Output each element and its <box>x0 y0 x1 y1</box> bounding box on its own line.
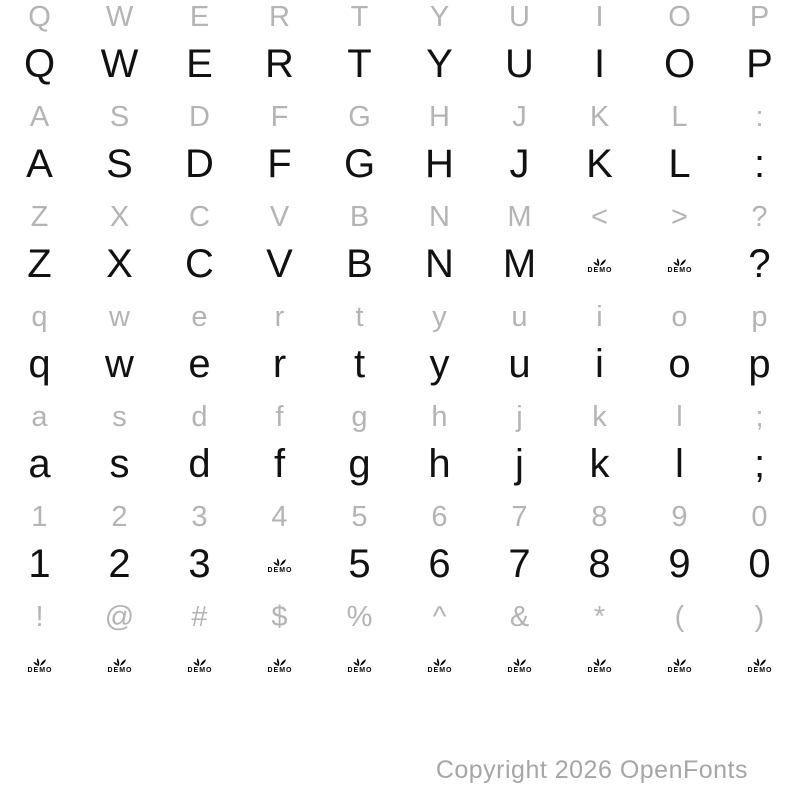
glyph-small: T <box>350 1 370 33</box>
glyph-row-uppercase-bottom <box>0 200 800 300</box>
reference-glyph-line <box>0 397 800 437</box>
glyph-large: 2 <box>108 542 132 586</box>
glyph-large: : <box>753 142 767 186</box>
glyph-small: 0 <box>751 501 769 533</box>
glyph-large: A <box>26 142 54 186</box>
glyph-large: p <box>748 342 772 386</box>
glyph-large: L <box>668 142 692 186</box>
demo-label: DEMO <box>27 667 53 674</box>
three-petal-fleuron-icon <box>590 253 610 267</box>
demo-glyph-cell <box>240 536 320 592</box>
glyph-large: S <box>106 142 134 186</box>
glyph-small: r <box>274 301 286 333</box>
reference-glyph-line <box>0 197 800 237</box>
glyph-small: Q <box>28 1 52 33</box>
glyph-large: K <box>586 142 614 186</box>
glyph-small: % <box>346 601 374 633</box>
glyph-small: > <box>671 201 689 233</box>
preview-glyph-line <box>0 36 800 92</box>
glyph-large: 7 <box>508 542 532 586</box>
glyph-small: 6 <box>431 501 449 533</box>
glyph-small: f <box>275 401 285 433</box>
glyph-small: G <box>348 101 372 133</box>
glyph-small: o <box>671 301 689 333</box>
glyph-large: i <box>595 342 605 386</box>
demo-glyph-cell <box>240 636 320 692</box>
glyph-small: p <box>751 301 769 333</box>
demo-label: DEMO <box>347 667 373 674</box>
glyph-row-digits <box>0 500 800 600</box>
glyph-small: N <box>429 201 451 233</box>
glyph-small: k <box>592 401 608 433</box>
glyph-small: P <box>749 1 771 33</box>
glyph-small: ( <box>674 601 686 633</box>
glyph-small: 4 <box>271 501 289 533</box>
glyph-small: Y <box>429 1 451 33</box>
glyph-small: ^ <box>432 601 448 633</box>
glyph-small: g <box>351 401 369 433</box>
glyph-large: j <box>515 442 525 486</box>
demo-glyph-cell <box>160 636 240 692</box>
three-petal-fleuron-icon <box>190 653 210 667</box>
glyph-large: 5 <box>348 542 372 586</box>
preview-glyph-line <box>0 236 800 292</box>
reference-glyph-line <box>0 97 800 137</box>
glyph-large: e <box>188 342 212 386</box>
glyph-small: S <box>109 101 131 133</box>
demo-label: DEMO <box>747 667 773 674</box>
glyph-large: 0 <box>748 542 772 586</box>
glyph-small: : <box>755 101 765 133</box>
glyph-small: C <box>189 201 211 233</box>
demo-label: DEMO <box>587 667 613 674</box>
three-petal-fleuron-icon <box>270 553 290 567</box>
glyph-large: 8 <box>588 542 612 586</box>
glyph-small: ! <box>35 601 45 633</box>
glyph-small: 9 <box>671 501 689 533</box>
glyph-small: e <box>191 301 209 333</box>
glyph-large: 9 <box>668 542 692 586</box>
glyph-small: B <box>349 201 371 233</box>
glyph-large: H <box>425 142 455 186</box>
preview-glyph-line <box>0 536 800 592</box>
glyph-small: q <box>31 301 49 333</box>
glyph-large: G <box>343 142 377 186</box>
glyph-large: f <box>273 442 287 486</box>
glyph-large: R <box>265 42 295 86</box>
glyph-large: F <box>267 142 293 186</box>
reference-glyph-line <box>0 597 800 637</box>
glyph-large: d <box>188 442 212 486</box>
glyph-small: i <box>596 301 604 333</box>
glyph-small: L <box>671 101 689 133</box>
preview-glyph-line <box>0 136 800 192</box>
glyph-small: ) <box>754 601 766 633</box>
glyph-large: ; <box>753 442 767 486</box>
three-petal-fleuron-icon <box>670 653 690 667</box>
glyph-row-symbols <box>0 600 800 700</box>
demo-label: DEMO <box>507 667 533 674</box>
glyph-small: W <box>105 1 135 33</box>
glyph-large: O <box>663 42 697 86</box>
glyph-small: & <box>509 601 531 633</box>
glyph-large: o <box>668 342 692 386</box>
glyph-small: M <box>507 201 533 233</box>
glyph-row-lowercase-top <box>0 300 800 400</box>
glyph-small: D <box>189 101 211 133</box>
glyph-large: q <box>28 342 52 386</box>
three-petal-fleuron-icon <box>430 653 450 667</box>
glyph-large: t <box>353 342 367 386</box>
glyph-small: 2 <box>111 501 129 533</box>
glyph-small: F <box>270 101 290 133</box>
glyph-large: ? <box>748 242 772 286</box>
glyph-large: C <box>185 242 215 286</box>
glyph-small: K <box>589 101 611 133</box>
demo-label: DEMO <box>587 267 613 274</box>
glyph-large: V <box>266 242 294 286</box>
demo-glyph-cell <box>80 636 160 692</box>
glyph-large: Y <box>426 42 454 86</box>
glyph-large: a <box>28 442 52 486</box>
glyph-row-uppercase-top <box>0 0 800 100</box>
demo-glyph-cell <box>480 636 560 692</box>
glyph-small: d <box>191 401 209 433</box>
demo-label: DEMO <box>187 667 213 674</box>
glyph-large: l <box>675 442 685 486</box>
glyph-large: s <box>109 442 131 486</box>
glyph-small: R <box>269 1 291 33</box>
glyph-small: a <box>31 401 49 433</box>
three-petal-fleuron-icon <box>590 653 610 667</box>
preview-glyph-line <box>0 636 800 692</box>
glyph-small: J <box>512 101 528 133</box>
glyph-small: V <box>269 201 291 233</box>
glyph-small: X <box>109 201 131 233</box>
glyph-large: k <box>589 442 611 486</box>
reference-glyph-line <box>0 497 800 537</box>
glyph-large: g <box>348 442 372 486</box>
preview-glyph-line <box>0 436 800 492</box>
glyph-large: E <box>186 42 214 86</box>
glyph-small: u <box>511 301 529 333</box>
glyph-large: r <box>272 342 288 386</box>
glyph-small: E <box>189 1 211 33</box>
glyph-small: # <box>191 601 209 633</box>
glyph-large: 1 <box>28 542 52 586</box>
glyph-large: u <box>508 342 532 386</box>
glyph-large: Q <box>23 42 57 86</box>
glyph-small: 3 <box>191 501 209 533</box>
preview-glyph-line <box>0 336 800 392</box>
reference-glyph-line <box>0 0 800 37</box>
demo-label: DEMO <box>667 667 693 674</box>
three-petal-fleuron-icon <box>30 653 50 667</box>
glyph-row-uppercase-home <box>0 100 800 200</box>
glyph-small: I <box>595 1 605 33</box>
glyph-large: y <box>429 342 451 386</box>
glyph-large: w <box>105 342 135 386</box>
glyph-small: s <box>112 401 128 433</box>
glyph-small: t <box>355 301 365 333</box>
glyph-small: w <box>109 301 131 333</box>
copyright-watermark: Copyright 2026 OpenFonts <box>435 756 748 784</box>
glyph-large: I <box>593 42 607 86</box>
glyph-small: ; <box>755 401 765 433</box>
demo-glyph-cell <box>640 236 720 292</box>
glyph-large: B <box>346 242 374 286</box>
glyph-large: W <box>100 42 140 86</box>
glyph-large: X <box>106 242 134 286</box>
glyph-small: h <box>431 401 449 433</box>
demo-glyph-cell <box>400 636 480 692</box>
glyph-small: 8 <box>591 501 609 533</box>
glyph-small: j <box>516 401 524 433</box>
glyph-large: Z <box>27 242 53 286</box>
glyph-large: D <box>185 142 215 186</box>
glyph-small: O <box>668 1 692 33</box>
three-petal-fleuron-icon <box>270 653 290 667</box>
demo-glyph-cell <box>720 636 800 692</box>
glyph-small: * <box>593 601 607 633</box>
glyph-small: ? <box>751 201 769 233</box>
demo-label: DEMO <box>267 667 293 674</box>
glyph-small: A <box>29 101 51 133</box>
glyph-large: U <box>505 42 535 86</box>
glyph-small: 5 <box>351 501 369 533</box>
demo-glyph-cell <box>320 636 400 692</box>
glyph-small: @ <box>104 601 136 633</box>
three-petal-fleuron-icon <box>510 653 530 667</box>
demo-glyph-cell <box>560 236 640 292</box>
glyph-small: H <box>429 101 451 133</box>
three-petal-fleuron-icon <box>750 653 770 667</box>
glyph-small: l <box>676 401 684 433</box>
glyph-large: N <box>425 242 455 286</box>
three-petal-fleuron-icon <box>350 653 370 667</box>
glyph-small: U <box>509 1 531 33</box>
glyph-large: P <box>746 42 774 86</box>
demo-label: DEMO <box>107 667 133 674</box>
glyph-small: < <box>591 201 609 233</box>
glyph-large: T <box>347 42 373 86</box>
glyph-small: 1 <box>31 501 49 533</box>
glyph-large: 3 <box>188 542 212 586</box>
glyph-row-lowercase-home <box>0 400 800 500</box>
reference-glyph-line <box>0 297 800 337</box>
demo-label: DEMO <box>267 567 293 574</box>
glyph-large: M <box>502 242 538 286</box>
demo-glyph-cell <box>560 636 640 692</box>
glyph-small: 7 <box>511 501 529 533</box>
demo-glyph-cell <box>640 636 720 692</box>
glyph-large: J <box>509 142 531 186</box>
three-petal-fleuron-icon <box>110 653 130 667</box>
demo-label: DEMO <box>427 667 453 674</box>
glyph-large: 6 <box>428 542 452 586</box>
three-petal-fleuron-icon <box>670 253 690 267</box>
glyph-small: $ <box>271 601 289 633</box>
demo-label: DEMO <box>667 267 693 274</box>
glyph-small: y <box>432 301 448 333</box>
glyph-small: Z <box>30 201 50 233</box>
glyph-large: h <box>428 442 452 486</box>
demo-glyph-cell <box>0 636 80 692</box>
